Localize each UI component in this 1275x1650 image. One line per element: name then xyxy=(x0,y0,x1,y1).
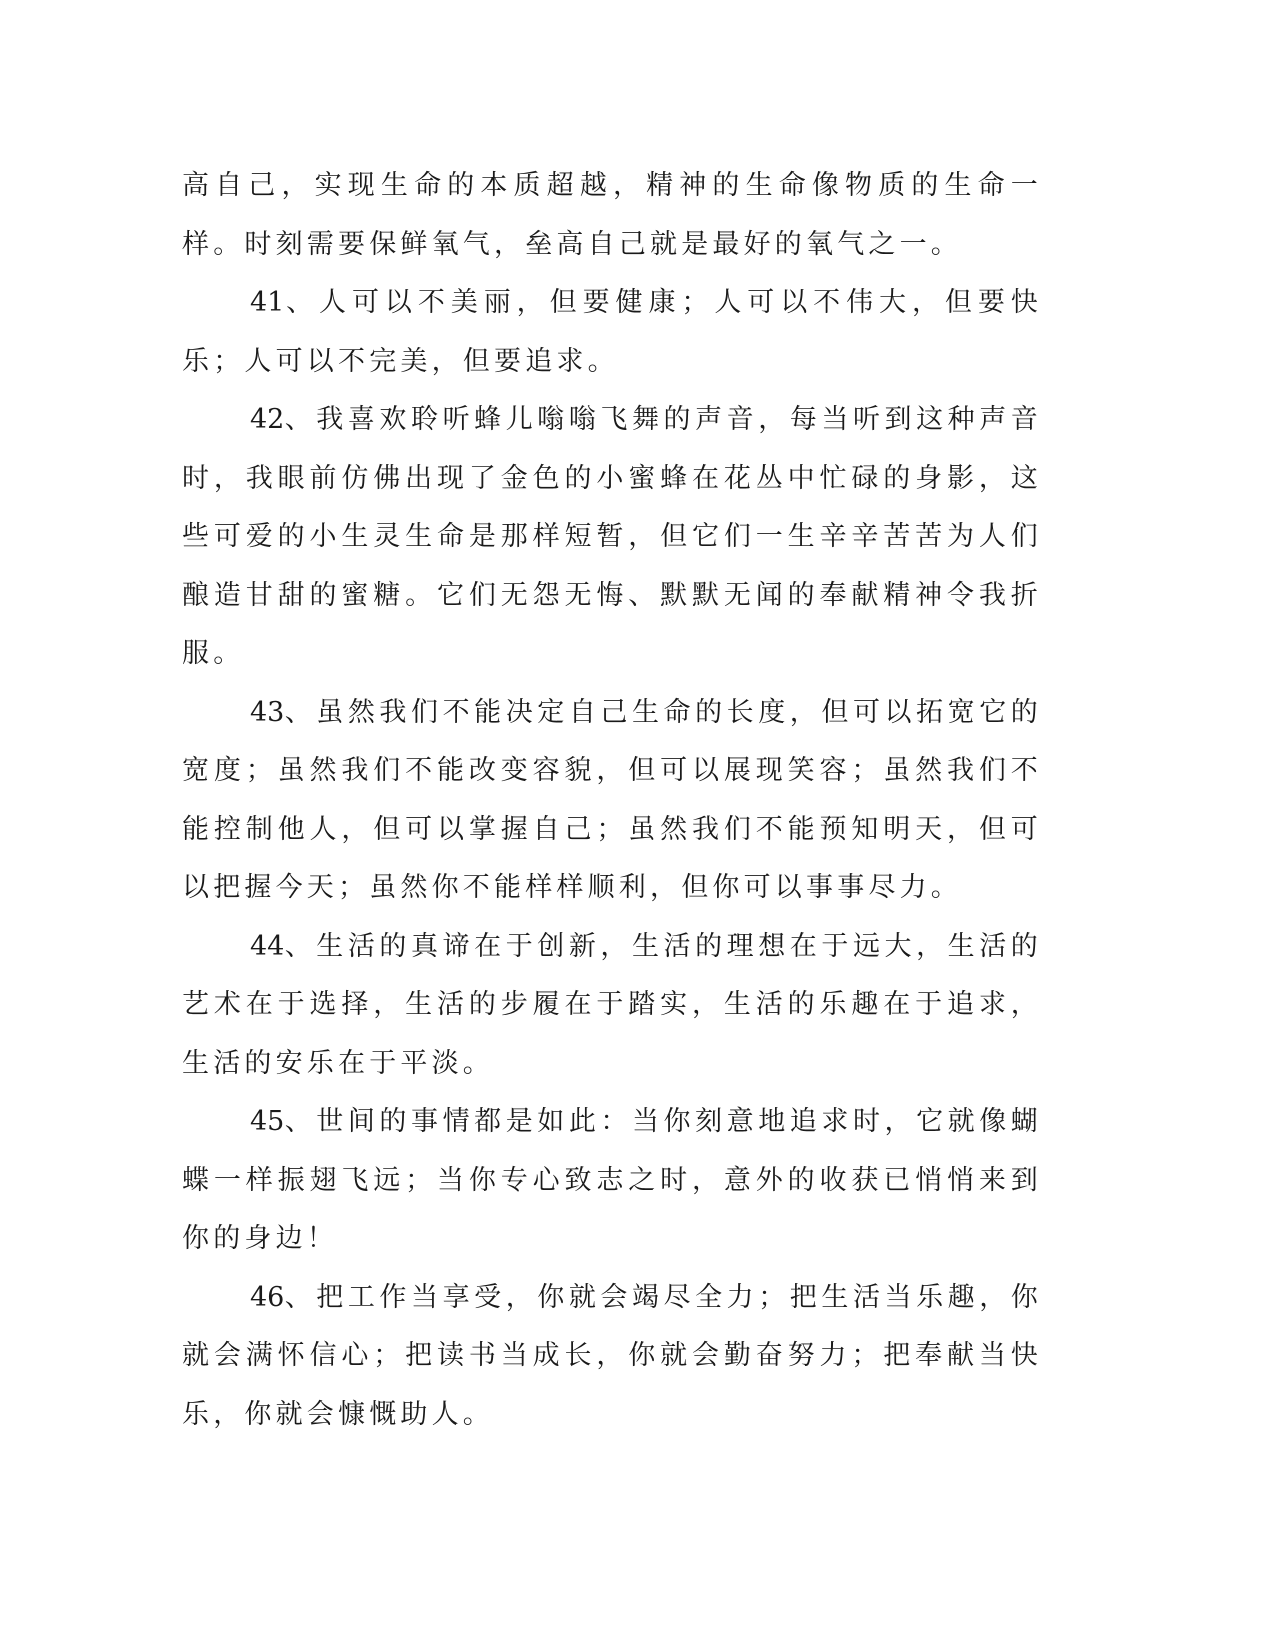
paragraph-text: 、人可以不美丽，但要健康；人可以不伟大，但要快乐；人可以不完美，但要追求。 xyxy=(182,287,1042,377)
paragraph-43 xyxy=(182,684,1042,918)
paragraph-44 xyxy=(182,918,1042,1094)
paragraph-continuation xyxy=(182,157,1042,274)
paragraph-number: 41 xyxy=(250,287,285,318)
paragraph-text: 高自己，实现生命的本质超越，精神的生命像物质的生命一样。时刻需要保鲜氧气，垒高自己就是最好的氧气之一。 xyxy=(182,170,1042,260)
paragraph-46 xyxy=(182,1269,1042,1445)
paragraph-text: 、我喜欢聆听蜂儿嗡嗡飞舞的声音，每当听到这种声音时，我眼前仿佛出现了金色的小蜜蜂在花丛中忙碌的身影，这些可爱的小生灵生命是那样短暂，但它们一生辛辛苦苦为人们酿造甘甜的蜜糖。它们无怨无悔、默默无闻的奉献精神令我折服。 xyxy=(182,404,1042,669)
paragraph-text: 、把工作当享受，你就会竭尽全力；把生活当乐趣，你就会满怀信心；把读书当成长，你就会勤奋努力；把奉献当快乐，你就会慷慨助人。 xyxy=(182,1281,1042,1430)
paragraph-number: 42 xyxy=(250,404,285,435)
paragraph-text: 、世间的事情都是如此：当你刻意地追求时，它就像蝴蝶一样振翅飞远；当你专心致志之时，意外的收获已悄悄来到你的身边！ xyxy=(182,1106,1042,1254)
paragraph-45 xyxy=(182,1093,1042,1269)
paragraph-number: 46 xyxy=(250,1281,285,1313)
paragraph-text: 、虽然我们不能决定自己生命的长度，但可以拓宽它的宽度；虽然我们不能改变容貌，但可以展现笑容；虽然我们不能控制他人，但可以掌握自己；虽然我们不能预知明天，但可以把握今天；虽然你不能样样顺利，但你可以事事尽力。 xyxy=(182,696,1042,903)
paragraph-text: 、生活的真谛在于创新，生活的理想在于远大，生活的艺术在于选择，生活的步履在于踏实，生活的乐趣在于追求，生活的安乐在于平淡。 xyxy=(182,930,1042,1079)
paragraph-42 xyxy=(182,391,1042,684)
paragraph-number: 45 xyxy=(250,1106,285,1137)
document-body xyxy=(182,157,1042,1444)
paragraph-number: 44 xyxy=(250,930,285,962)
paragraph-41 xyxy=(182,274,1042,391)
paragraph-number: 43 xyxy=(250,696,285,728)
